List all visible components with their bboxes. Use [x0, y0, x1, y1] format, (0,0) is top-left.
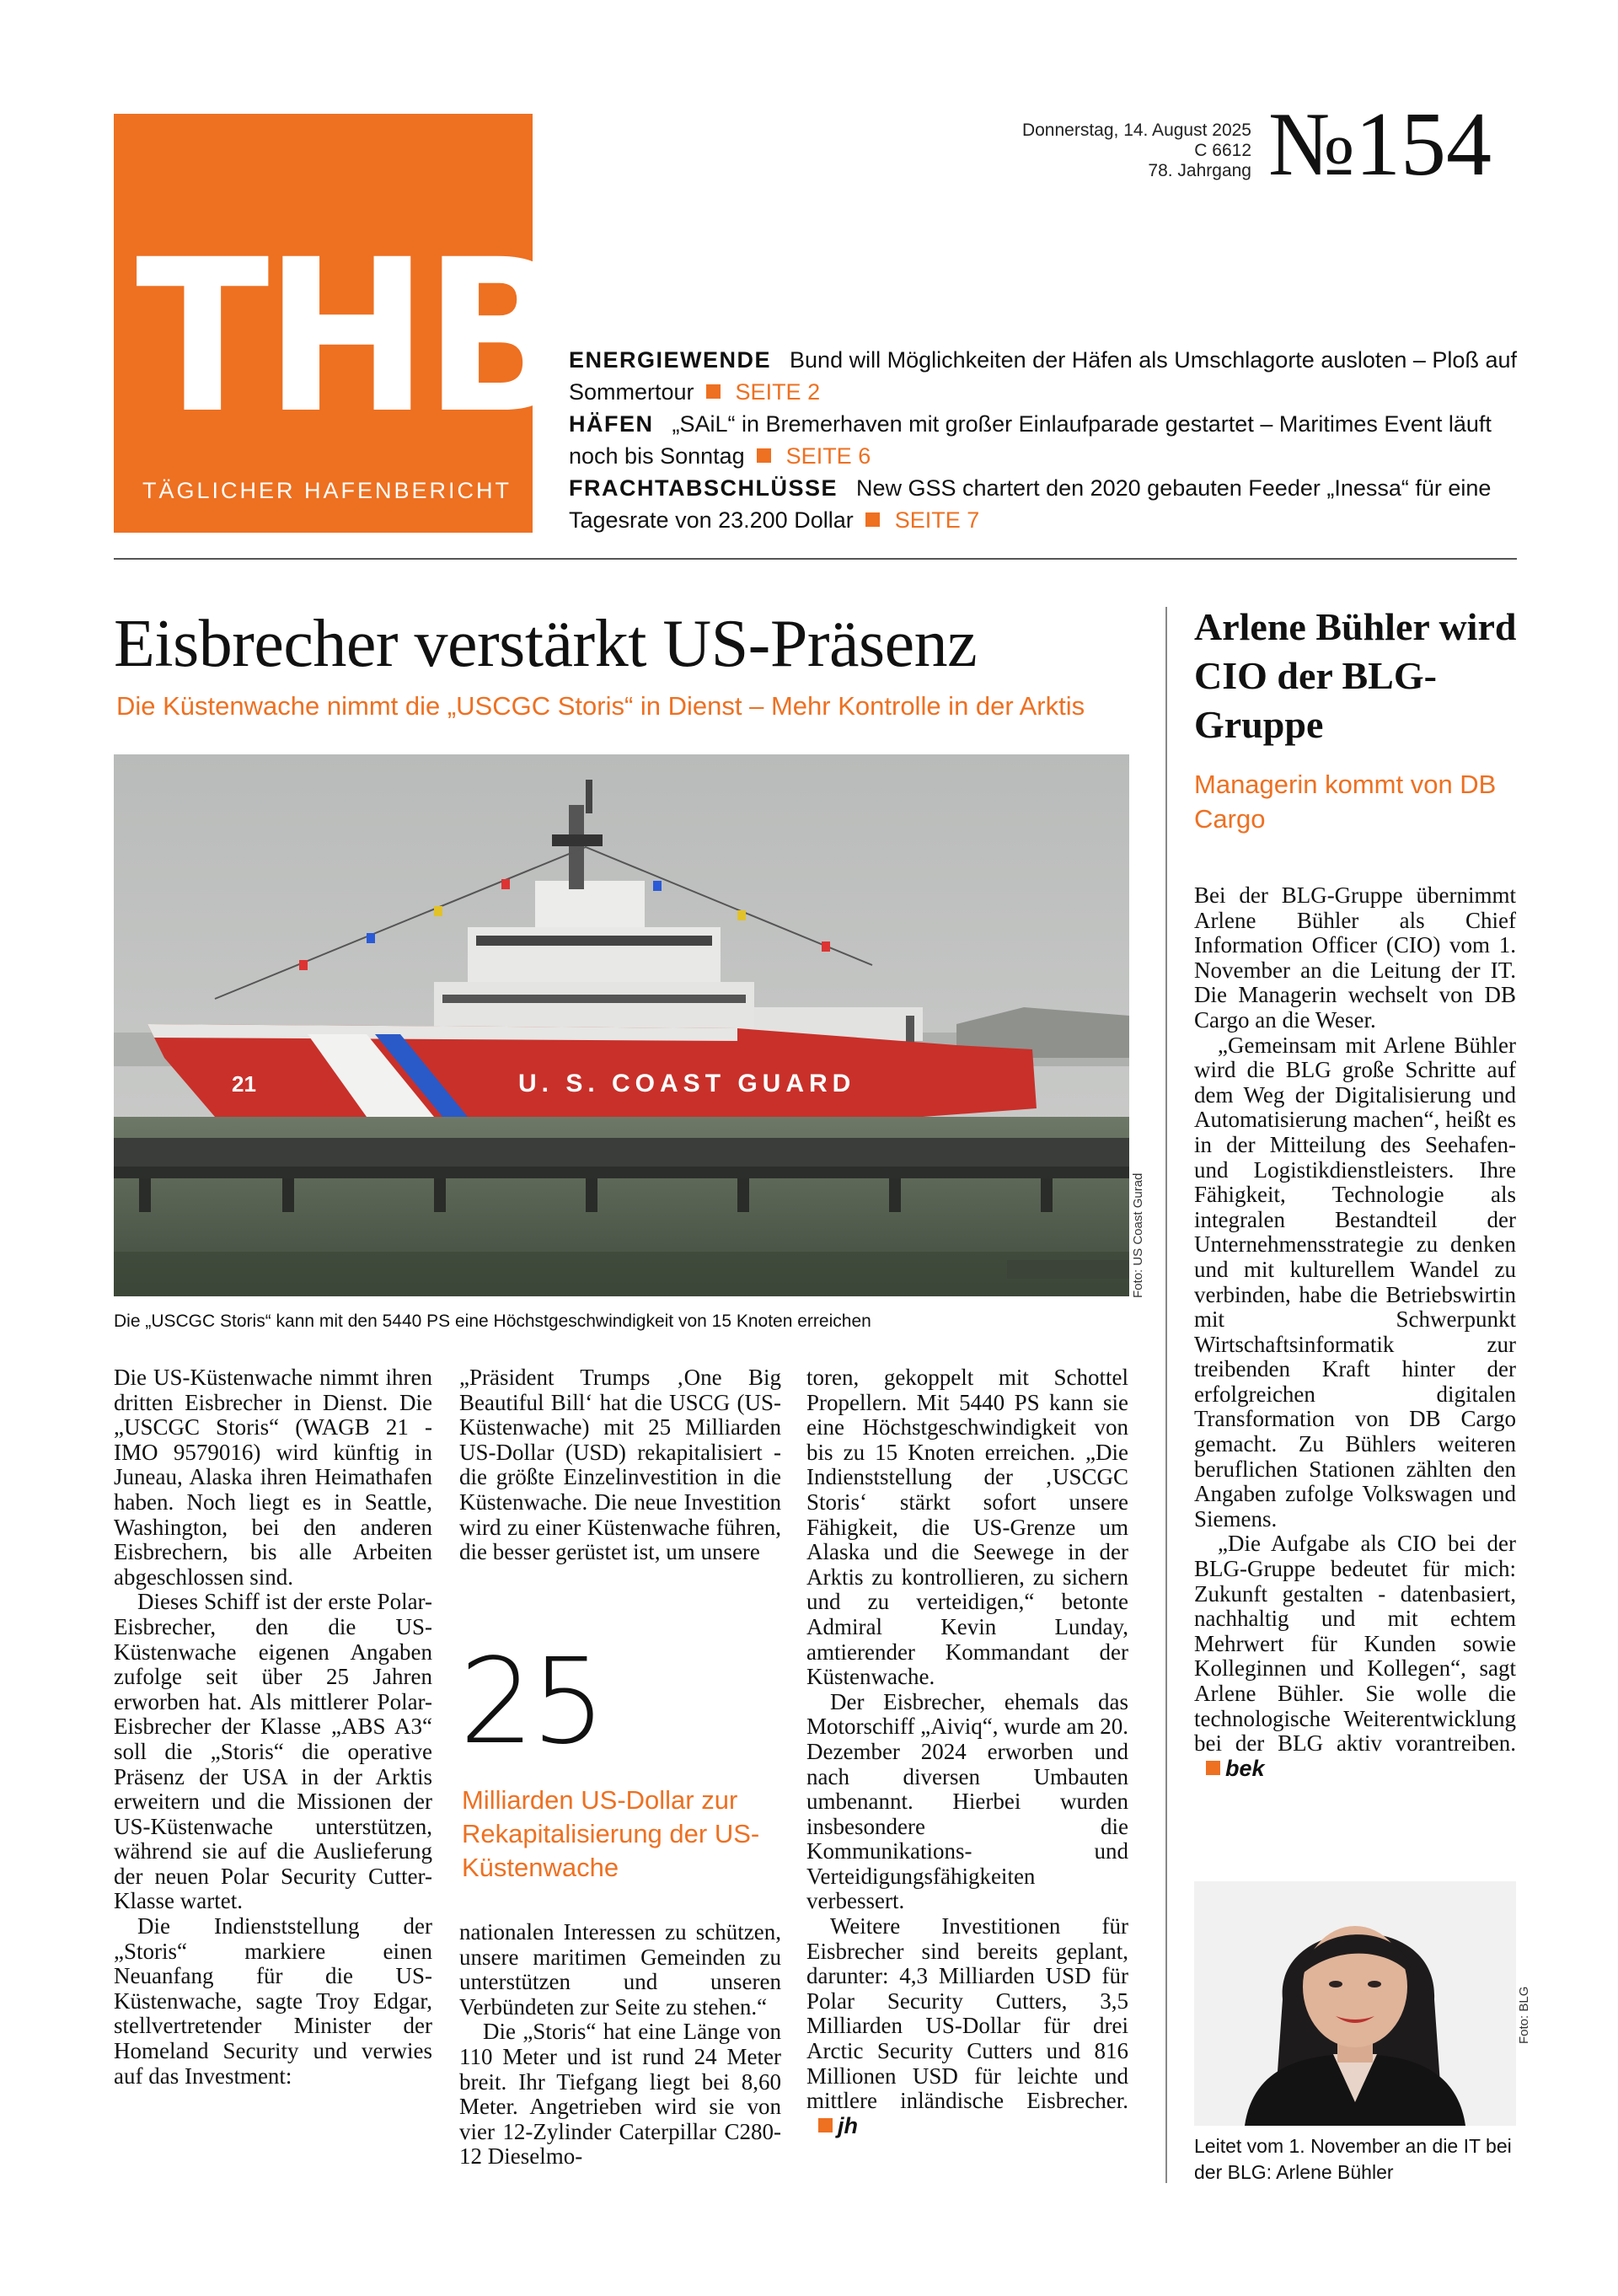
- photo-credit: Foto: US Coast Gurad: [1131, 1172, 1145, 1298]
- article-paragraph-text: Weitere Investitionen für Eisbrecher sind bereits geplant, darunter: 4,3 Milliarden USD für Polar Security Cutters, 3,5 Milliarden US-Dollar für drei Arctic Security Cutters und 816 Millionen USD für leichte und mittlere inländische Eisbrecher.: [806, 1913, 1128, 2114]
- photo-caption: Die „USCGC Storis“ kann mit den 5440 PS eine Höchstgeschwindigkeit von 15 Knoten erreichen: [114, 1312, 871, 1331]
- article-paragraph: [1194, 1532, 1516, 1781]
- teaser-item[interactable]: [569, 408, 1521, 472]
- author-initials: bek: [1225, 1755, 1265, 1781]
- header-divider: [114, 558, 1517, 560]
- portrait-caption: Leitet vom 1. November an die IT bei der BLG: Arlene Bühler: [1194, 2135, 1512, 2183]
- article-paragraph: „Gemeinsam mit Arlene Bühler wird die BLG große Schritte auf dem Weg der Digitalisierung und Automatisierung machen“, heißt es in der Mitteilung des Seehafen- und Logistikdienstleisters. Ihre Fähigkeit, Technologie als integralen Bestandteil der Unternehmensstrategie zu denken und mit kulturellem Wandel zu verbinden, habe die Betriebswirtin mit Schwerpunkt Wirtschaftsinformatik zur treibenden Kraft hinter der erfolgreichen digitalen Transformation von DB Cargo gemacht. Zu Bühlers weiteren beruflichen Stationen zählten den Angaben zufolge Volkswagen und Siemens.: [1194, 1032, 1516, 1532]
- side-article-column: [1194, 883, 1516, 1781]
- logo-text: THB: [136, 214, 569, 459]
- article-paragraph: Bei der BLG-Gruppe übernimmt Arlene Bühler als Chief Information Officer (CIO) vom 1. November an die Leitung der IT. Die Managerin wechselt von DB Cargo an die Weser.: [1194, 882, 1516, 1033]
- teaser-item[interactable]: [569, 344, 1521, 408]
- author-signature: [806, 2113, 858, 2138]
- article-column-1: [114, 1365, 432, 2089]
- bullet-square-icon: [865, 512, 880, 527]
- article-paragraph: Die Indienststellung der „Storis“ markiere einen Neuanfang für die US-Küstenwache, sagte Troy Edgar, stellvertretender Minister der Homeland Security und verwies auf das Investment:: [114, 1913, 432, 2089]
- icebreaker-illustration: [114, 754, 1129, 1296]
- issue-date: Donnerstag, 14. August 2025: [1021, 121, 1251, 140]
- bullet-square-icon: [1206, 1761, 1220, 1775]
- highlight-number: 25: [459, 1633, 603, 1771]
- article-paragraph: [806, 1914, 1128, 2138]
- column-divider: [1165, 607, 1167, 2183]
- bullet-square-icon: [757, 448, 771, 463]
- teaser-keyword: ENERGIEWENDE: [569, 347, 772, 373]
- side-subheadline: Managerin kommt von DB Cargo: [1194, 770, 1497, 834]
- teaser-page-link[interactable]: SEITE 6: [785, 443, 871, 469]
- highlight-text: Milliarden US-Dollar zur Rekapitalisierung der US-Küstenwache: [462, 1785, 760, 1882]
- ship-photo: [114, 754, 1129, 1296]
- article-paragraph: nationalen Interessen zu schützen, unsere maritimen Gemeinden zu unterstützen und unseren Verbündeten zur Seite zu stehen.“: [459, 1919, 781, 2020]
- teaser-keyword: FRACHTABSCHLÜSSE: [569, 475, 838, 501]
- bullet-square-icon: [818, 2118, 833, 2132]
- main-headline: Eisbrecher verstärkt US-Präsenz: [114, 607, 978, 681]
- hull-number: 21: [232, 1071, 256, 1097]
- main-subheadline: Die Küstenwache nimmt die „USCGC Storis“ in Dienst – Mehr Kontrolle in der Arktis: [116, 691, 1085, 721]
- teaser-page-link[interactable]: SEITE 7: [894, 507, 980, 533]
- teaser-list: [569, 344, 1521, 536]
- portrait-photo: [1194, 1881, 1516, 2126]
- issue-number: №154: [1268, 94, 1492, 195]
- author-initials: jh: [838, 2112, 858, 2138]
- teaser-keyword: HÄFEN: [569, 411, 654, 437]
- article-column-2-top: [459, 1365, 781, 1565]
- article-paragraph-text: „Die Aufgabe als CIO bei der BLG-Gruppe bedeutet für mich: Zukunft gestalten - datenbasiert, nachhaltig und mit echtem Mehrwert für Kunden sowie Kolleginnen und Kollegen“, sagt Arlene Bühler. Sie wolle die technologische Weiterentwicklung bei der BLG aktiv vorantreiben.: [1194, 1531, 1516, 1757]
- masthead-logo: [114, 114, 569, 533]
- article-paragraph: Die „Storis“ hat eine Länge von 110 Meter und ist rund 24 Meter breit. Ihr Tiefgang liegt bei 8,60 Meter. Angetrieben wird sie von vier 12-Zylinder Caterpillar C280-12 Dieselmo-: [459, 2019, 781, 2170]
- article-column-3: [806, 1365, 1128, 2138]
- teaser-page-link[interactable]: SEITE 2: [735, 379, 821, 405]
- article-column-2-bottom: [459, 1920, 781, 2170]
- portrait-credit: Foto: BLG: [1517, 1986, 1531, 2044]
- hull-lettering: U. S. COAST GUARD: [518, 1070, 856, 1097]
- bullet-square-icon: [706, 384, 721, 399]
- article-paragraph: Dieses Schiff ist der erste Polar-Eisbrecher, den die US-Küstenwache eigenen Angaben zufolge seit über 25 Jahren erworben hat. Als mittlerer Polar-Eisbrecher der Klasse „ABS A3“ soll die „Storis“ die operative Präsenz der USA in der Arktis erweitern und die Missionen der US-Küstenwache unterstützen, während sie auf die Auslieferung der neuen Polar Security Cutter-Klasse wartet.: [114, 1589, 432, 1914]
- person-portrait-illustration: [1194, 1881, 1516, 2126]
- article-paragraph: „Präsident Trumps ‚One Big Beautiful Bill‘ hat die USCG (US-Küstenwache) mit 25 Milliarden US-Dollar (USD) rekapitalisiert - die größte Einzelinvestition in die Küstenwache. Die neue Investition wird zu einer Küstenwache führen, die besser gerüstet ist, um unsere: [459, 1365, 781, 1565]
- issue-code: C 6612: [1194, 141, 1251, 160]
- logo-subtitle: TÄGLICHER HAFENBERICHT: [142, 478, 512, 503]
- teaser-item[interactable]: [569, 472, 1521, 536]
- article-paragraph: Die US-Küstenwache nimmt ihren dritten Eisbrecher in Dienst. Die „USCGC Storis“ (WAGB 21 - IMO 9579016) wird künftig in Juneau, Alaska ihren Heimathafen haben. Noch liegt es in Seattle, Washington, bei den anderen Eisbrechern, bis alle Arbeiten abgeschlossen sind.: [114, 1365, 432, 1590]
- issue-volume: 78. Jahrgang: [1148, 161, 1251, 180]
- article-paragraph: Der Eisbrecher, ehemals das Motorschiff „Aiviq“, wurde am 20. Dezember 2024 erworben und nach diversen Umbauten umbenannt. Hierbei wurden insbesondere die Kommunikations- und Verteidigungsfähigkeiten verbessert.: [806, 1688, 1128, 1914]
- author-signature: [1194, 1756, 1265, 1781]
- teaser-text: „SAiL“ in Bremerhaven mit großer Einlaufparade gestartet – Maritimes Event läuft noch bis Sonntag: [569, 411, 1492, 469]
- teaser-text: New GSS chartert den 2020 gebauten Feeder „Inessa“ für eine Tagesrate von 23.200 Dollar: [569, 475, 1492, 533]
- teaser-text: Bund will Möglichkeiten der Häfen als Umschlagorte ausloten – Ploß auf Sommertour: [569, 347, 1517, 405]
- issue-meta: [978, 121, 1251, 181]
- article-paragraph: toren, gekoppelt mit Schottel Propellern. Mit 5440 PS kann sie eine Höchstgeschwindigkeit von bis zu 15 Knoten erreichen. „Die Indienststellung der ‚USCGC Storis‘ stärkt sofort unsere Fähigkeit, die US-Grenze um Alaska und die Seewege in der Arktis zu kontrollieren, zu sichern und zu verteidigen,“ betonte Admiral Kevin Lunday, amtierender Kommandant der Küstenwache.: [806, 1365, 1128, 1690]
- side-headline: Arlene Bühler wird CIO der BLG-Gruppe: [1194, 605, 1517, 746]
